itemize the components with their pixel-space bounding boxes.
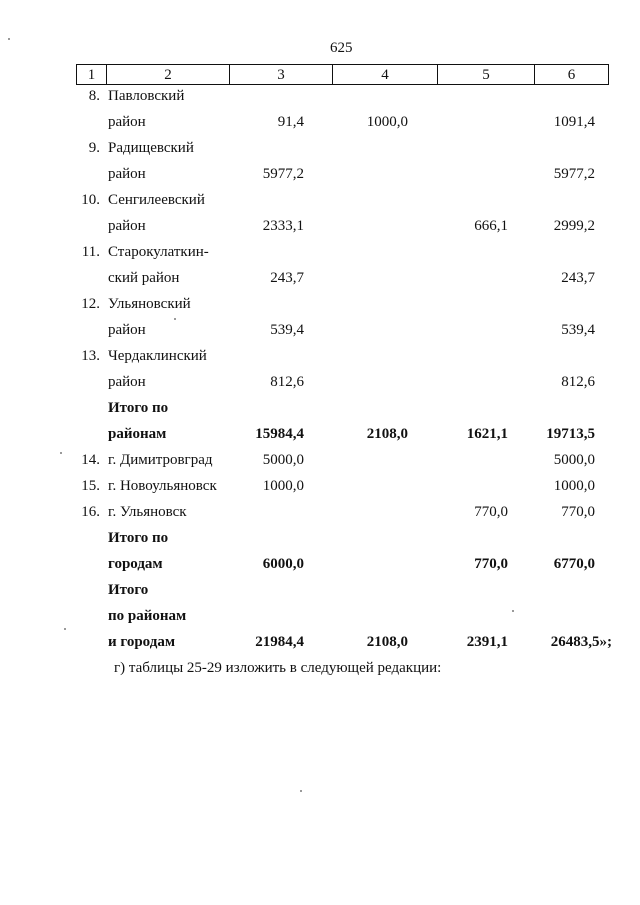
subtotal-cities-row (0, 527, 640, 549)
cell-col3: 21984,4 (255, 634, 304, 650)
cell-col4: 2108,0 (366, 426, 408, 442)
cell-col3: 15984,4 (255, 426, 304, 442)
cell-col6: 539,4 (561, 322, 595, 338)
cell-col5: 770,0 (474, 556, 508, 572)
subtotal-districts-row (0, 423, 640, 445)
district-name-cont: район (108, 114, 146, 130)
table-row (0, 293, 640, 315)
cell-col3: 243,7 (270, 270, 304, 286)
district-name: Старокулаткин- (108, 244, 209, 260)
cell-col6: 6770,0 (553, 556, 595, 572)
cell-col3: 91,4 (277, 114, 304, 130)
table-row (0, 319, 640, 341)
cell-col6: 1000,0 (553, 478, 595, 494)
column-header-6: 6 (535, 65, 609, 85)
district-name: Павловский (108, 88, 185, 104)
table-row (0, 449, 640, 471)
subtotal-districts-row (0, 397, 640, 419)
cell-col3: 5977,2 (262, 166, 304, 182)
grand-total-label-cont: по районам (108, 608, 187, 624)
column-header-3: 3 (230, 65, 333, 85)
cell-col5: 1621,1 (466, 426, 508, 442)
scan-speck (300, 790, 302, 792)
table-row (0, 241, 640, 263)
district-name-cont: район (108, 166, 146, 182)
district-name-cont: район (108, 322, 146, 338)
cell-col4: 2108,0 (366, 634, 408, 650)
grand-total-row (0, 631, 640, 653)
district-name-cont: район (108, 218, 146, 234)
scan-speck (174, 318, 176, 320)
grand-total-label-cont: и городам (108, 634, 176, 650)
column-header-4: 4 (333, 65, 438, 85)
city-name: г. Новоульяновск (108, 478, 217, 494)
district-name-cont: ский район (108, 270, 180, 286)
table-row (0, 501, 640, 523)
cell-col6: 26483,5»; (550, 634, 612, 650)
column-header-5: 5 (438, 65, 535, 85)
city-name: г. Димитровград (108, 452, 213, 468)
scan-speck (60, 452, 62, 454)
table-row (0, 111, 640, 133)
cell-col3: 1000,0 (262, 478, 304, 494)
table-row (0, 215, 640, 237)
district-name: Ульяновский (108, 296, 191, 312)
scan-speck (512, 610, 514, 612)
district-name: Чердаклинский (108, 348, 207, 364)
amendment-paragraph: г) таблицы 25-29 изложить в следующей редакции: (114, 660, 442, 676)
table-row (0, 189, 640, 211)
column-header-2: 2 (107, 65, 230, 85)
table-row (0, 163, 640, 185)
subtotal-label-cont: районам (108, 426, 167, 442)
cell-col6: 19713,5 (546, 426, 595, 442)
table-row (0, 137, 640, 159)
subtotal-label: Итого по (108, 400, 169, 416)
row-number: 12. (81, 296, 100, 312)
district-name: Сенгилеевский (108, 192, 205, 208)
row-number: 15. (81, 478, 100, 494)
cell-col6: 1091,4 (553, 114, 595, 130)
cell-col3: 539,4 (270, 322, 304, 338)
scan-speck (8, 38, 10, 40)
cell-col6: 5000,0 (553, 452, 595, 468)
scan-speck (64, 628, 66, 630)
cell-col3: 6000,0 (262, 556, 304, 572)
subtotal-cities-row (0, 553, 640, 575)
city-name: г. Ульяновск (108, 504, 187, 520)
cell-col3: 812,6 (270, 374, 304, 390)
cell-col5: 770,0 (474, 504, 508, 520)
district-name-cont: район (108, 374, 146, 390)
row-number: 8. (88, 88, 100, 104)
grand-total-label: Итого (108, 582, 149, 598)
table-row (0, 345, 640, 367)
cell-col6: 243,7 (561, 270, 595, 286)
row-number: 13. (81, 348, 100, 364)
cell-col6: 770,0 (561, 504, 595, 520)
cell-col5: 2391,1 (466, 634, 508, 650)
subtotal-label: Итого по (108, 530, 169, 546)
row-number: 9. (88, 140, 100, 156)
grand-total-row (0, 605, 640, 627)
row-number: 10. (81, 192, 100, 208)
table-row (0, 267, 640, 289)
cell-col6: 5977,2 (553, 166, 595, 182)
page-number: 625 (330, 40, 353, 56)
cell-col6: 812,6 (561, 374, 595, 390)
row-number: 16. (81, 504, 100, 520)
grand-total-row (0, 579, 640, 601)
table-row (0, 475, 640, 497)
table-row (0, 85, 640, 107)
row-number: 11. (81, 244, 100, 260)
cell-col3: 5000,0 (262, 452, 304, 468)
subtotal-label-cont: городам (108, 556, 163, 572)
row-number: 14. (81, 452, 100, 468)
cell-col3: 2333,1 (262, 218, 304, 234)
district-name: Радищевский (108, 140, 194, 156)
cell-col5: 666,1 (474, 218, 508, 234)
cell-col4: 1000,0 (366, 114, 408, 130)
table-row (0, 371, 640, 393)
column-header-1: 1 (77, 65, 107, 85)
cell-col6: 2999,2 (553, 218, 595, 234)
